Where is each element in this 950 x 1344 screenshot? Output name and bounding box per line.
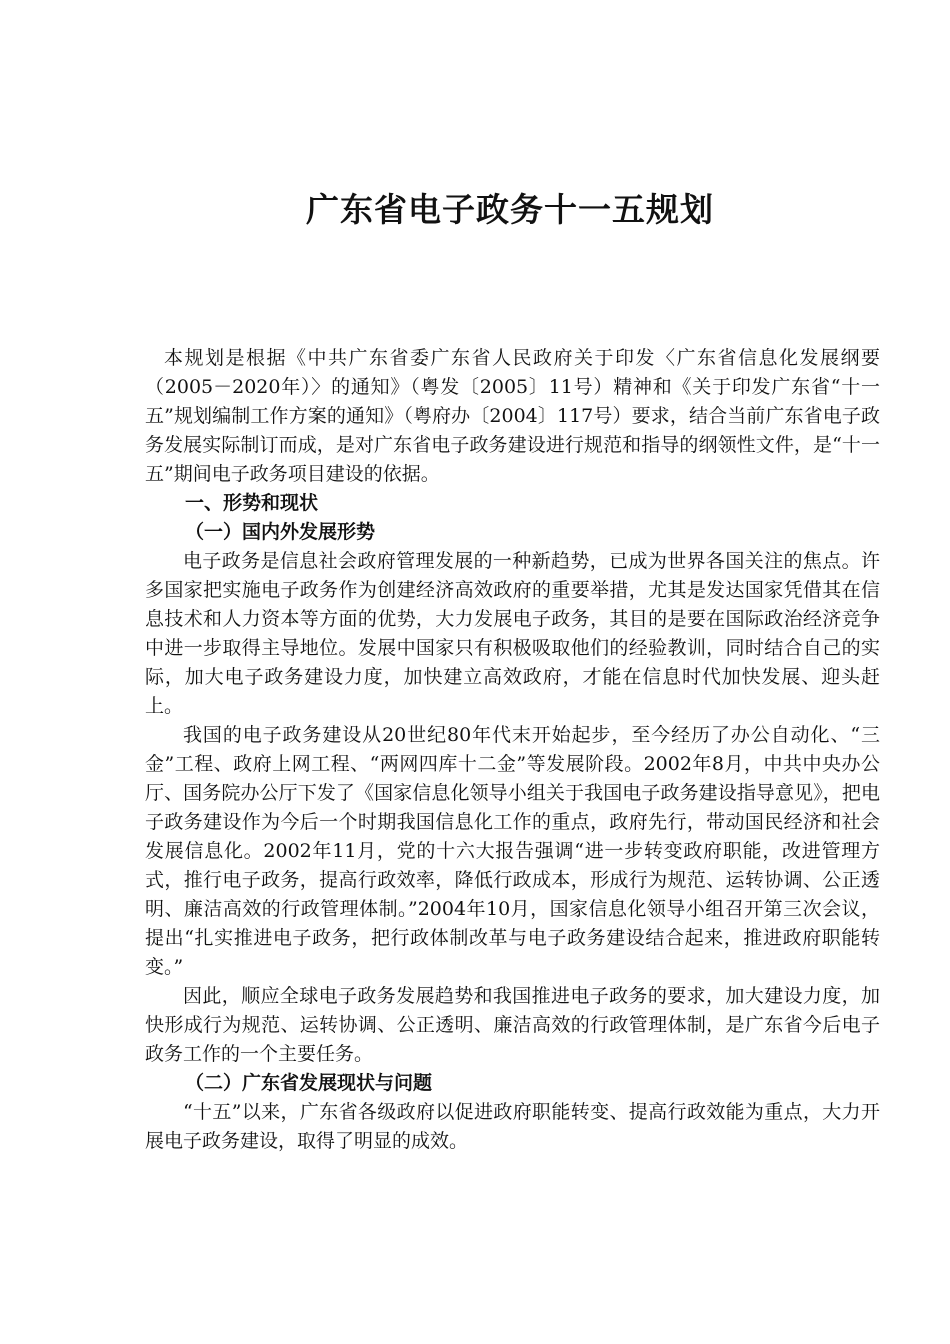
subsection-heading-status: （二）广东省发展现状与问题 bbox=[185, 1072, 433, 1094]
subsection-heading-trends: （一）国内外发展形势 bbox=[185, 521, 376, 543]
paragraph-guangdong-status: “十五”以来，广东省各级政府以促进政府职能转变、提高行政效能为重点，大力开展电子政务建设，取得了明显的成效。 bbox=[145, 1101, 880, 1152]
document-title: 广东省电子政务十一五规划 bbox=[306, 190, 714, 229]
paragraph-conclusion: 因此，顺应全球电子政务发展趋势和我国推进电子政务的要求，加大建设力度，加快形成行为规范、运转协调、公正透明、廉洁高效的行政管理体制，是广东省今后电子政务工作的一个主要任务。 bbox=[145, 985, 880, 1065]
paragraph-china-history: 我国的电子政务建设从20世纪80年代末开始起步，至今经历了办公自动化、“三金”工程、政府上网工程、“两网四库十二金”等发展阶段。2002年8月，中共中央办公厅、国务院办公厅下发了《国家信息化领导小组关于我国电子政务建设指导意见》，把电子政务建设作为今后一个时期我国信息化工作的重点，政府先行，带动国民经济和社会发展信息化。2002年11月，党的十六大报告强调“进一步转变政府职能，改进管理方式，推行电子政务，提高行政效率，降低行政成本，形成行为规范、运转协调、公正透明、廉洁高效的行政管理体制。”2004年10月，国家信息化领导小组召开第三次会议，提出“扎实推进电子政务，把行政体制改革与电子政务建设结合起来，推进政府职能转变。” bbox=[145, 724, 880, 978]
intro-paragraph: 本规划是根据《中共广东省委广东省人民政府关于印发〈广东省信息化发展纲要（2005－2020年）〉的通知》（粤发〔2005〕11号）精神和《关于印发广东省“十一五”规划编制工作方案的通知》（粤府办〔2004〕117号）要求，结合当前广东省电子政务发展实际制订而成，是对广东省电子政务建设进行规范和指导的纲领性文件，是“十一五”期间电子政务项目建设的依据。 bbox=[145, 347, 880, 485]
section-heading-situation: 一、形势和现状 bbox=[185, 492, 319, 514]
document-body bbox=[145, 344, 880, 1156]
paragraph-global-trend: 电子政务是信息社会政府管理发展的一种新趋势，已成为世界各国关注的焦点。许多国家把实施电子政务作为创建经济高效政府的重要举措，尤其是发达国家凭借其在信息技术和人力资本等方面的优势，大力发展电子政务，其目的是要在国际政治经济竞争中进一步取得主导地位。发展中国家只有积极吸取他们的经验教训，同时结合自己的实际，加大电子政务建设力度，加快建立高效政府，才能在信息时代加快发展、迎头赶上。 bbox=[145, 550, 880, 717]
